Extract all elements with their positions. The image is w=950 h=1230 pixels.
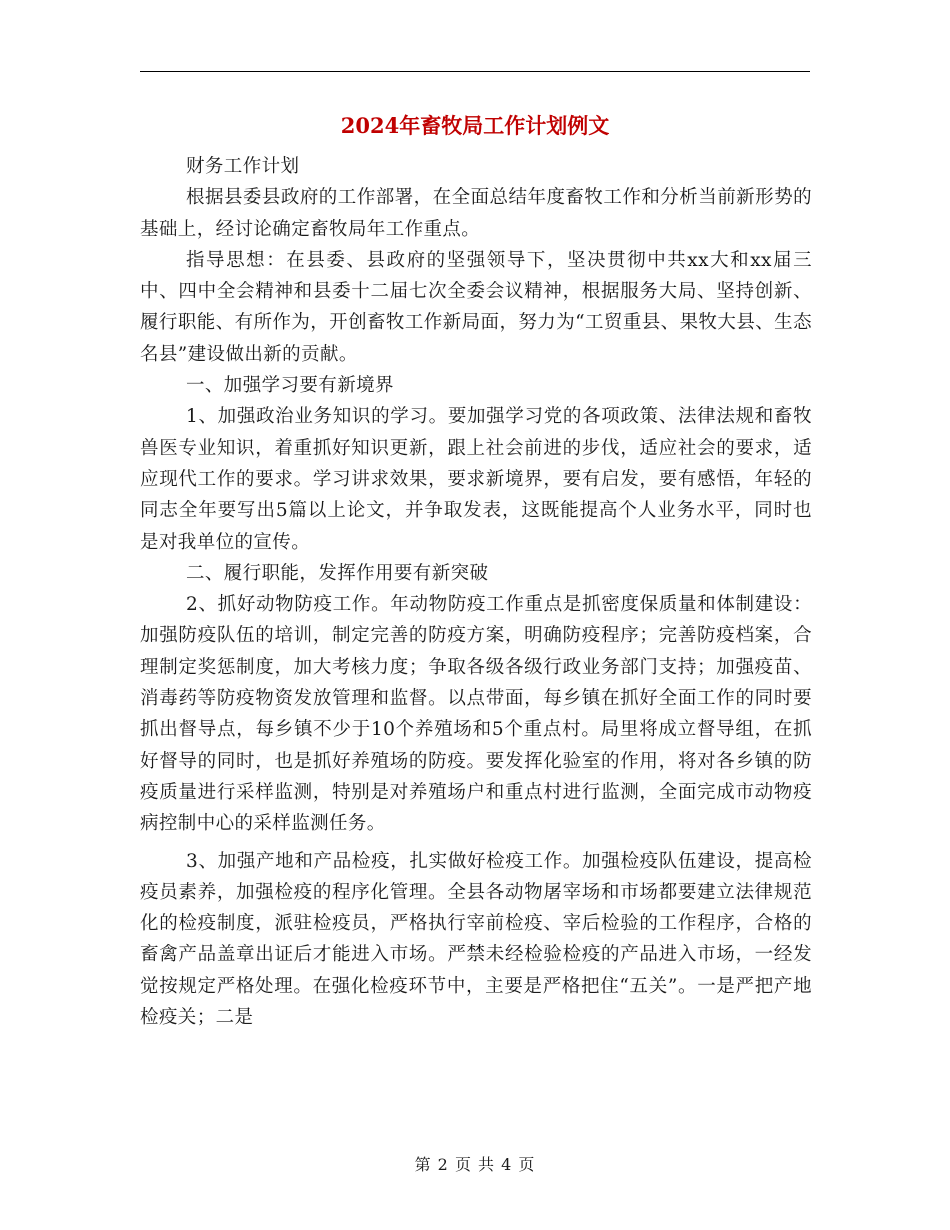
page-footer: [0, 1153, 950, 1177]
footer-middle: 页 共: [454, 1155, 496, 1174]
footer-total-pages: 4: [501, 1155, 513, 1174]
document-body: [140, 151, 812, 1033]
section-heading-1: 一、加强学习要有新境界: [186, 375, 394, 397]
section-heading-2: 二、履行职能，发挥作用要有新突破: [186, 562, 489, 584]
paragraph-item-3: 3、加强产地和产品检疫，扎实做好检疫工作。加强检疫队伍建设，提高检疫员素养，加强检疫的程序化管理。全县各动物屠宰场和市场都要建立法律规范化的检疫制度，派驻检疫员，严格执行宰前检疫、宰后检验的工作程序，合格的畜禽产品盖章出证后才能进入市场。严禁未经检验检疫的产品进入市场，一经发觉按规定严格处理。在强化检疫环节中，主要是严格把住“五关”。一是严把产地检疫关；二是: [140, 850, 812, 1029]
footer-page-number: 2: [437, 1155, 449, 1174]
paragraph-item-2: 2、抓好动物防疫工作。年动物防疫工作重点是抓密度保质量和体制建设：加强防疫队伍的培训，制定完善的防疫方案，明确防疫程序；完善防疫档案，合理制定奖惩制度，加大考核力度；争取各级各级行政业务部门支持；加强疫苗、消毒药等防疫物资发放管理和监督。以点带面，每乡镇在抓好全面工作的同时要抓出督导点，每乡镇不少于10个养殖场和5个重点村。局里将成立督导组，在抓好督导的同时，也是抓好养殖场的防疫。要发挥化验室的作用，将对各乡镇的防疫质量进行采样监测，特别是对养殖场户和重点村进行监测，全面完成市动物疫病控制中心的采样监测任务。: [140, 594, 812, 835]
footer-prefix: 第: [414, 1155, 432, 1174]
document-title: 2024年畜牧局工作计划例文: [340, 113, 610, 138]
paragraph-heading-finance: 财务工作计划: [186, 156, 300, 177]
paragraph-guiding-thought: 指导思想：在县委、县政府的坚强领导下，坚决贯彻中共xx大和xx届三中、四中全会精神和县委十二届七次全委会议精神，根据服务大局、坚持创新、履行职能、有所作为，开创畜牧工作新局面，努力为“工贸重县、果牧大县、生态名县”建设做出新的贡献。: [140, 249, 812, 365]
paragraph-intro: 根据县委县政府的工作部署，在全面总结年度畜牧工作和分析当前新形势的基础上，经讨论确定畜牧局年工作重点。: [140, 187, 812, 240]
paragraph-item-1: 1、加强政治业务知识的学习。要加强学习党的各项政策、法律法规和畜牧兽医专业知识，着重抓好知识更新，跟上社会前进的步伐，适应社会的要求，适应现代工作的要求。学习讲求效果，要求新境界，要有启发，要有感悟，年轻的同志全年要写出5篇以上论文，并争取发表，这既能提高个人业务水平，同时也是对我单位的宣传。: [140, 406, 812, 553]
footer-suffix: 页: [518, 1155, 536, 1174]
header-rule: [140, 71, 810, 72]
